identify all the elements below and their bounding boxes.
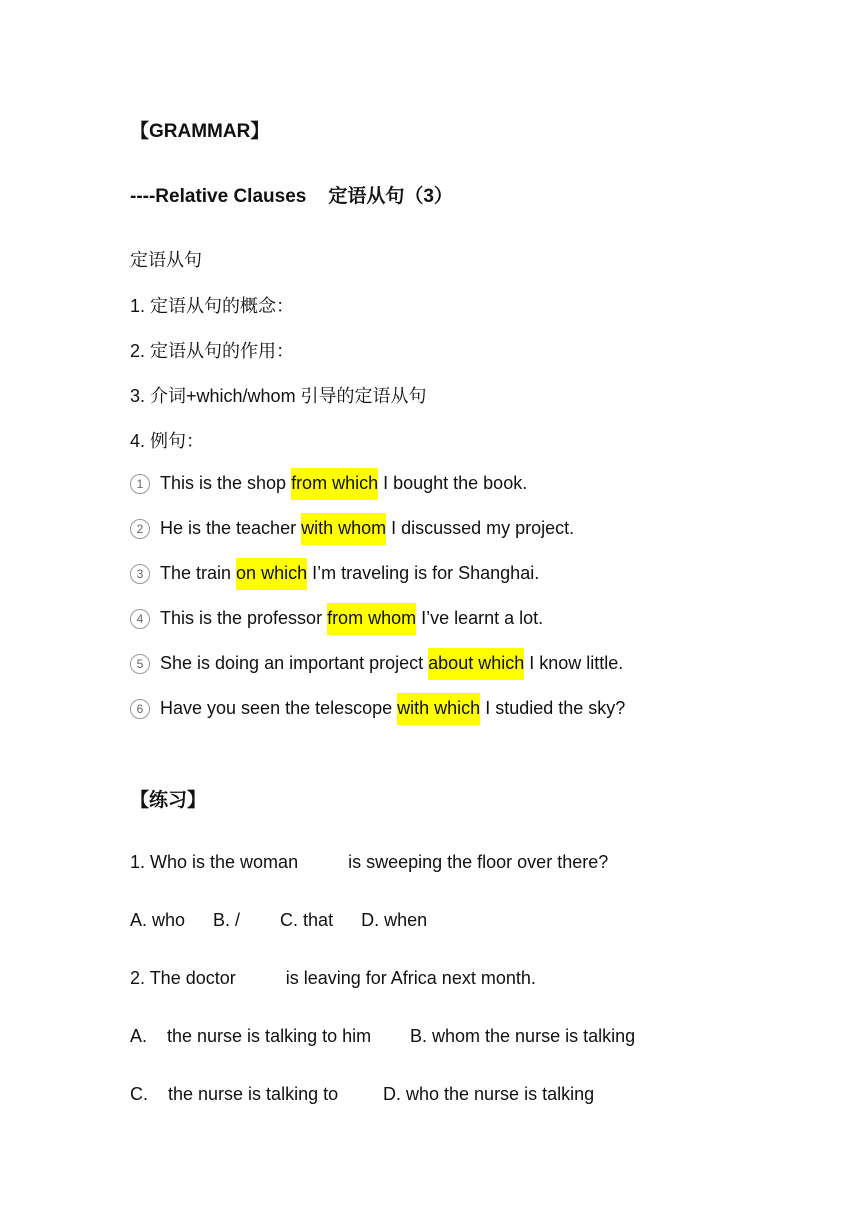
example-sentence: [130, 698, 625, 719]
sentence-after: I discussed my project.: [386, 518, 575, 538]
option-c: C. that: [280, 910, 334, 930]
subtitle-english: ----Relative Clauses: [130, 186, 307, 207]
example-sentence: [130, 473, 527, 494]
sentence-after: I’ve learnt a lot.: [416, 608, 544, 628]
highlighted-phrase: with which: [397, 693, 480, 725]
example-sentence: [130, 653, 623, 674]
question-1-stem-end: is sweeping the floor over there?: [348, 852, 609, 872]
question-2-option-b: B. whom the nurse is talking: [410, 1026, 636, 1046]
sentence-after: I studied the sky?: [480, 698, 626, 718]
sentence-before: Have you seen the telescope: [160, 698, 398, 718]
sentence-after: I bought the book.: [378, 473, 528, 493]
highlighted-phrase: on which: [236, 558, 307, 590]
sentence-before: This is the professor: [160, 608, 328, 628]
circled-number: 2: [130, 519, 150, 539]
question-2-option-d: D. who the nurse is talking: [383, 1084, 595, 1104]
outline-title: 定语从句: [130, 250, 202, 270]
outline-item-concept: 1. 定语从句的概念：: [130, 296, 295, 316]
highlighted-phrase: from which: [291, 468, 378, 500]
option-d: D. when: [361, 910, 428, 930]
question-2-option-c: C. the nurse is talking to: [130, 1084, 339, 1104]
outline-item-preposition: 3. 介词+which/whom 引导的定语从句: [130, 386, 427, 406]
sentence-before: The train: [160, 563, 237, 583]
question-2-option-a: A. the nurse is talking to him: [130, 1026, 372, 1046]
question-1: [130, 852, 608, 873]
highlighted-phrase: from whom: [327, 603, 416, 635]
subtitle-chinese: 定语从句（3）: [328, 186, 453, 207]
grammar-heading: 【GRAMMAR】: [130, 121, 270, 142]
question-1-options: [130, 910, 427, 931]
circled-number: 4: [130, 609, 150, 629]
option-a: A. who: [130, 910, 186, 930]
circled-number: 5: [130, 654, 150, 674]
outline-item-function: 2. 定语从句的作用：: [130, 341, 295, 361]
subtitle: [130, 181, 453, 208]
question-2-stem-start: 2. The doctor: [130, 968, 236, 988]
sentence-before: This is the shop: [160, 473, 292, 493]
example-sentence: [130, 608, 543, 629]
question-2: [130, 968, 536, 989]
question-2-stem-end: is leaving for Africa next month.: [285, 968, 536, 988]
highlighted-phrase: about which: [428, 648, 524, 680]
circled-number: 6: [130, 699, 150, 719]
sentence-after: I’m traveling is for Shanghai.: [307, 563, 540, 583]
practice-heading: 【练习】: [130, 790, 207, 811]
option-b: B. /: [213, 910, 241, 930]
question-1-stem-start: 1. Who is the woman: [130, 852, 299, 872]
circled-number: 3: [130, 564, 150, 584]
example-sentence: [130, 518, 574, 539]
sentence-before: He is the teacher: [160, 518, 302, 538]
circled-number: 1: [130, 474, 150, 494]
outline-item-examples: 4. 例句：: [130, 431, 205, 451]
example-sentence: [130, 563, 539, 584]
sentence-after: I know little.: [524, 653, 624, 673]
highlighted-phrase: with whom: [301, 513, 386, 545]
sentence-before: She is doing an important project: [160, 653, 429, 673]
